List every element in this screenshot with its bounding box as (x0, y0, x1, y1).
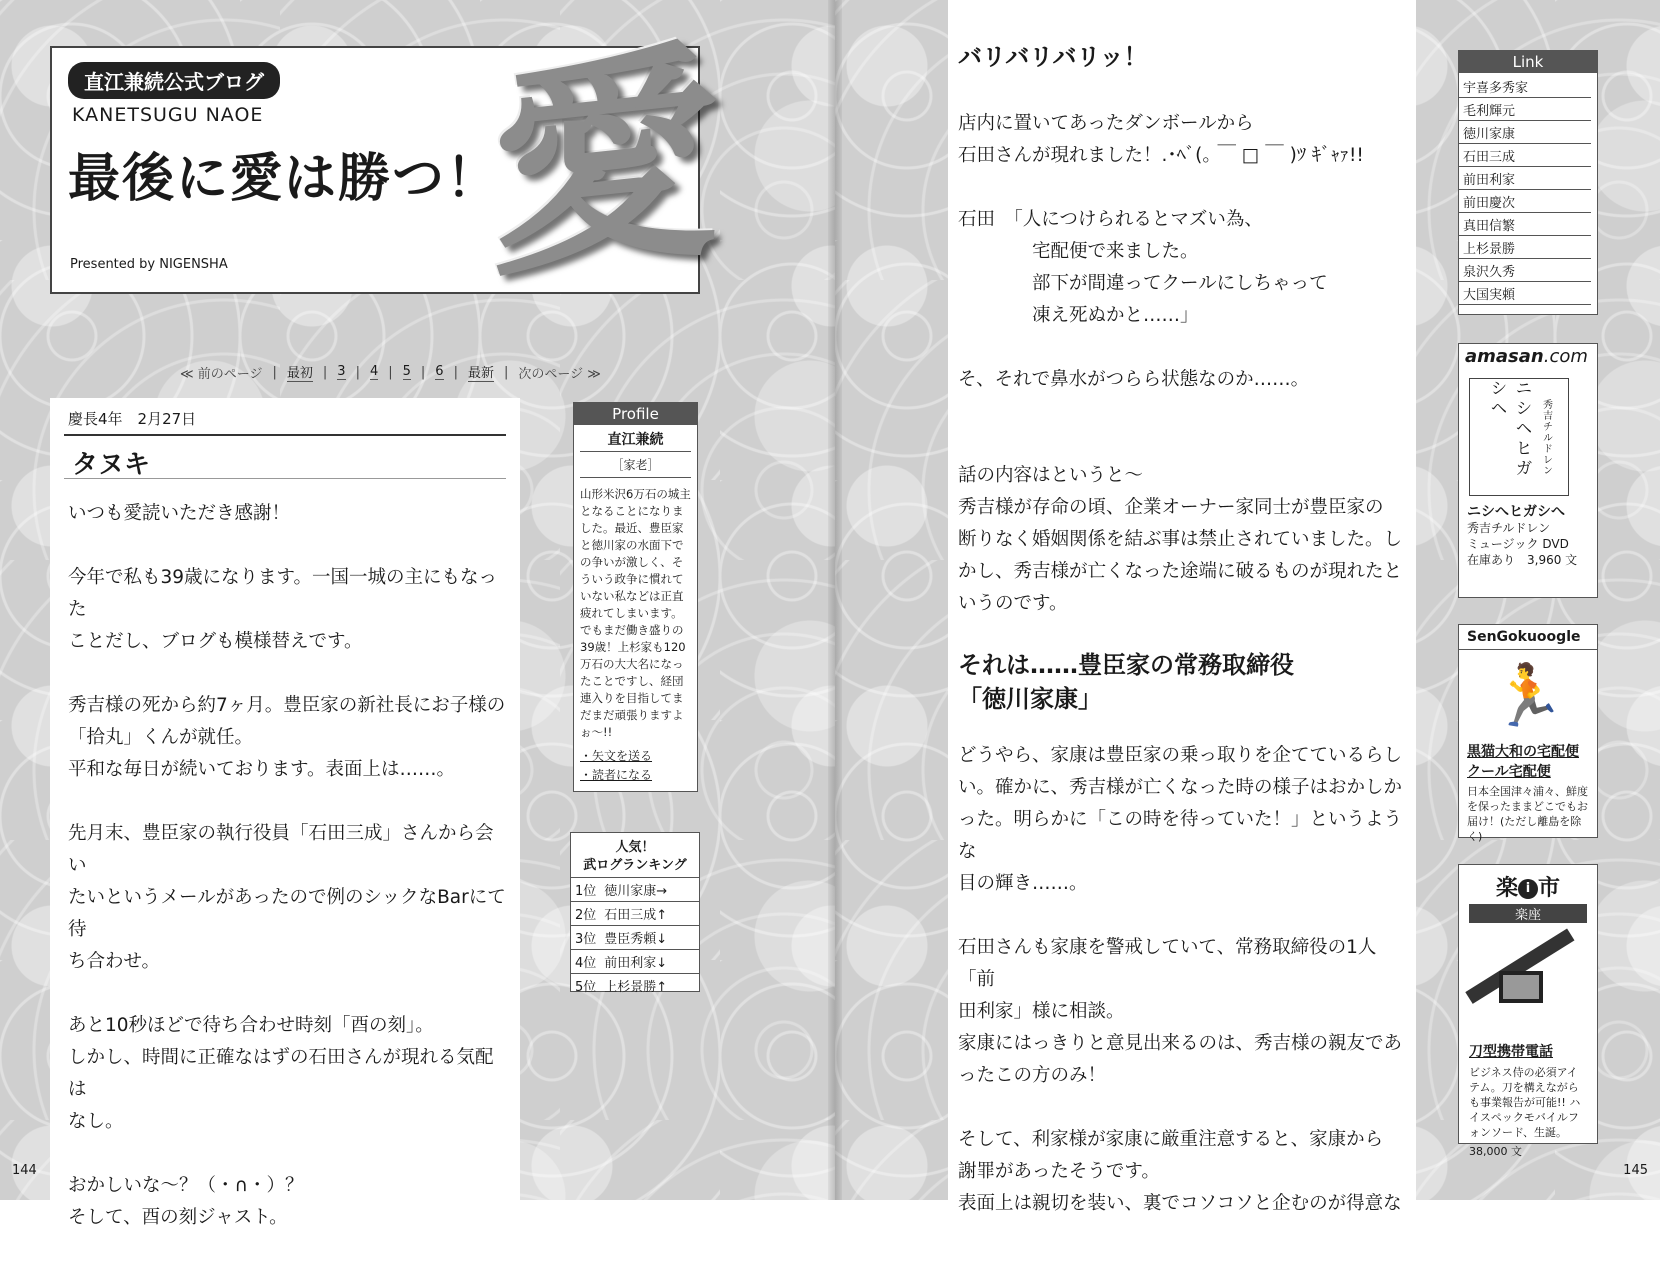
post-subheading: それは……豊臣家の常務取締役 「徳川家康」 (958, 651, 1294, 713)
dvd-cover[interactable] (1469, 378, 1569, 496)
product-title[interactable]: 刀型携帯電話 (1469, 1044, 1553, 1060)
post-paragraph: いつも愛読いただき感謝！ (68, 503, 291, 524)
divider (64, 478, 506, 479)
link-item[interactable]: 大国実頼 (1459, 282, 1591, 305)
page-link-5[interactable]: 5 (402, 364, 411, 379)
link-item[interactable]: 真田信繁 (1459, 213, 1591, 236)
profile-heading: Profile (574, 403, 697, 425)
link-item[interactable]: 泉沢久秀 (1459, 259, 1591, 282)
presented-by: Presented by NIGENSHA (70, 257, 228, 272)
ranking-row[interactable]: 5位 上杉景勝↑ (571, 973, 699, 997)
post-paragraph: あと10秒ほどで待ち合わせ時刻「酉の刻」。 しかし、時間に正確なはずの石田さんが現れる気配は なし。 (68, 1015, 494, 1132)
profile-name: 直江兼続 (607, 432, 664, 448)
ranking-row[interactable]: 1位 徳川家康→ (571, 877, 699, 901)
blog-title: 最後に愛は勝つ！ (68, 148, 501, 209)
product-info: ニシへヒガシへ 秀吉チルドレン ミュージック DVD 在庫あり 3,960 文 (1467, 504, 1578, 567)
sengokuoogle-logo: SenGokuoogle (1459, 625, 1597, 650)
link-item[interactable]: 前田利家 (1459, 167, 1591, 190)
delivery-person-icon: 🏃 (1490, 661, 1566, 731)
left-page (0, 0, 835, 1228)
post-title: タヌキ (72, 450, 151, 480)
ad-title[interactable]: 黒猫大和の宅配便 (1467, 744, 1579, 760)
profile-box (573, 402, 698, 792)
rakuichi-ad[interactable] (1458, 864, 1598, 1158)
post-date: 慶長4年 2月27日 (68, 410, 197, 428)
post-paragraph: 今年で私も39歳になります。一国一城の主にもなった ことだし、ブログも模様替えです。 (68, 567, 498, 652)
link-item[interactable]: 宇喜多秀家 (1459, 75, 1591, 98)
ranking-box (570, 832, 700, 995)
post-paragraph: 秀吉様の死から約7ヶ月。豊臣家の新社長にお子様の 「拾丸」くんが就任。 平和な毎日が続いております。表面上は……。 (68, 695, 506, 780)
product-price: 38,000 文 (1469, 1145, 1522, 1158)
subscribe-link[interactable]: ・読者になる (580, 768, 653, 782)
link-item[interactable]: 前田慶次 (1459, 190, 1591, 213)
ranking-row[interactable]: 3位 豊臣秀頼↓ (571, 925, 699, 949)
post-paragraph: 話の内容はというと～ 秀吉様が存命の頃、企業オーナー家同士が豊臣家の 断りなく婚姻関係を結ぶ事は禁止されていました。し かし、秀吉様が亡くなった途端に破るものが現れたと いうのです。 (958, 465, 1403, 614)
dvd-cover-artist: 秀吉チルドレン (1540, 398, 1552, 476)
post-paragraph: 石田さんも家康を警戒していて、常務取締役の1人「前 田利家」様に相談。 家康にはっきりと意見出来るのは、秀吉様の親友であ ったこの方のみ！ (958, 937, 1403, 1086)
page-link-6[interactable]: 6 (435, 364, 444, 379)
dvd-cover-title: ニシヘヒガシヘ (1486, 379, 1532, 479)
link-item[interactable]: 上杉景勝 (1459, 236, 1591, 259)
book-gutter (828, 0, 842, 1200)
first-page-link[interactable]: 最初 (287, 362, 313, 382)
page-link-4[interactable]: 4 (369, 364, 379, 379)
love-kanji-logo: 愛 (490, 15, 721, 311)
link-box (1458, 50, 1598, 315)
link-item[interactable]: 徳川家康 (1459, 121, 1591, 144)
link-heading: Link (1459, 51, 1597, 73)
post-paragraph: 石田 「人につけられるとマズい為、 宅配便で来ました。 部下が間違ってクールにしちゃって 凍え死ぬかと……」 (958, 209, 1328, 326)
post-paragraph: どうやら、家康は豊臣家の乗っ取りを企てているらし い。確かに、秀吉様が亡くなった時の様子はおかしか った。明らかに「この時を待っていた！」というような 目の輝き……。 (958, 745, 1403, 894)
profile-description: 山形米沢6万石の城主となることになりました。最近、豊臣家と徳川家の水面下での争いが激しく、そういう政争に慣れていない私などは正直疲れてしまいます。でもまだ働き盛りの39歳！上杉家も120万石の大大名になったことですし、経団連入りを目指してまだまだ頑張りますよぉ～!! (580, 487, 691, 739)
profile-role: ［家老］ (580, 451, 691, 478)
post-body-continued (958, 40, 1413, 1220)
ranking-row[interactable]: 4位 前田利家↓ (571, 949, 699, 973)
divider (64, 434, 506, 436)
ad-description: 日本全国津々浦々、鮮度を保ったままどこでもお届け！(ただし離島を除く) (1467, 785, 1588, 843)
amasan-logo: amasan.com (1465, 346, 1588, 367)
blog-post (50, 398, 520, 1228)
pagination: ≪ 前のページ | 最初 | 3 | 4 | 5 | 6 | 最新 | 次のページ ≫ (180, 364, 601, 382)
product-description: ビジネス侍の必須アイテム。刀を構えながらも事業報告が可能!! ハイスペックモバイルフォンソード、生誕。 (1469, 1066, 1581, 1139)
post-body (68, 498, 508, 1266)
blog-name[interactable]: 直江兼続公式ブログ (68, 62, 280, 99)
amasan-ad[interactable] (1458, 343, 1598, 598)
rakuichi-logo: 楽 i 市 (1495, 876, 1561, 901)
profile-links (574, 743, 697, 789)
post-paragraph: おかしいな～？（・∩・）？ そして、酉の刻ジャスト。 (68, 1175, 304, 1228)
ad-subtitle[interactable]: クール宅配便 (1467, 764, 1551, 780)
link-item[interactable]: 毛利輝元 (1459, 98, 1591, 121)
page-number-left: 144 (12, 1163, 37, 1178)
link-list (1459, 73, 1597, 307)
send-message-link[interactable]: ・矢文を送る (580, 749, 653, 763)
sengokuoogle-ad[interactable] (1458, 624, 1598, 843)
latest-page-link[interactable]: 最新 (468, 362, 494, 382)
ranking-title: 人気！ 武ログランキング (583, 840, 687, 873)
prev-page-link[interactable]: ≪ 前のページ (180, 366, 263, 382)
author-name: KANETSUGU NAOE (72, 104, 264, 126)
post-paragraph: 先月末、豊臣家の執行役員「石田三成」さんから会い たいというメールがあったので例のシックなBarにて待 ち合わせ。 (68, 823, 506, 972)
product-title[interactable]: ニシへヒガシへ (1467, 504, 1565, 520)
blog-post-continued (948, 0, 1416, 1214)
post-paragraph: 店内に置いてあったダンボールから 石田さんが現れました！.･ﾍﾞ(｡ ￣ □ ￣ )ﾂ ｷﾞｬｧ!! (958, 113, 1364, 166)
post-exclamation: バリバリバリッ！ (958, 43, 1148, 71)
blog-header (50, 15, 721, 311)
rakuza-label: 楽座 (1469, 904, 1587, 923)
next-page-link[interactable]: 次のページ ≫ (518, 366, 601, 382)
link-item[interactable]: 石田三成 (1459, 144, 1591, 167)
page-link-3[interactable]: 3 (337, 364, 346, 379)
sword-phone-image[interactable] (1469, 931, 1587, 1031)
ranking-row[interactable]: 2位 石田三成↑ (571, 901, 699, 925)
post-paragraph: そ、それで鼻水がつらら状態なのか……。 (958, 369, 1310, 390)
post-paragraph: そして、利家様が家康に厳重注意すると、家康から 謝罪があったそうです。 表面上は親切を装い、裏でコソコソと企むのが得意な (958, 1129, 1402, 1214)
page-number-right: 145 (1623, 1163, 1648, 1178)
